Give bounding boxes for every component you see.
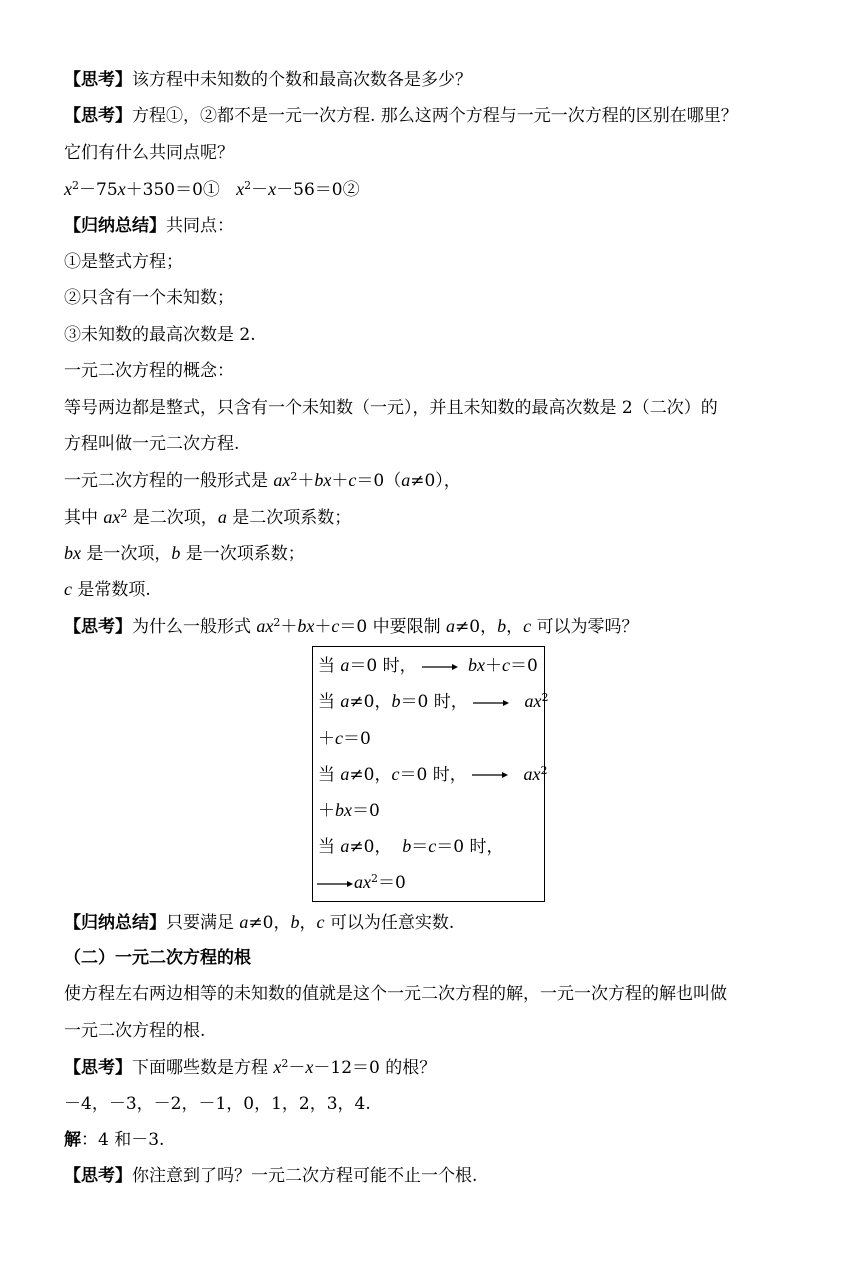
think-line-roots: 【思考】下面哪些数是方程 $x^2-x-12=0$ 的根？ xyxy=(64,1057,437,1079)
equations-line: $x^2-75x+350=0①$ $x^2-x-56=0②$ xyxy=(64,179,360,201)
case-a-zero: 当 a＝0 时， bx＋c＝0 xyxy=(318,655,538,677)
case-c-zero-result: ＋bx＝0 xyxy=(318,800,380,821)
arrow-icon xyxy=(421,662,459,672)
case-b-zero: 当 a≠0，b＝0 时， $ax^2$ xyxy=(318,691,549,713)
think-line-1: 【思考】该方程中未知数的个数和最高次数各是多少？ xyxy=(64,70,472,90)
summary-line: 【归纳总结】共同点： xyxy=(64,215,234,236)
case-b-zero-result: ＋c＝0 xyxy=(318,727,371,749)
summary-line-2: 【归纳总结】只要满足 a≠0，b，c 可以为任意实数. xyxy=(64,911,455,933)
concept-text-1: 等号两边都是整式，只含有一个未知数（一元），并且未知数的最高次数是 2（二次）的 xyxy=(64,397,718,418)
arrow-icon xyxy=(316,879,354,889)
candidate-numbers: －4，－3，－2，－1，0，1，2，3，4. xyxy=(64,1093,371,1114)
think-tag: 【思考】 xyxy=(64,106,132,127)
summary-tag: 【归纳总结】 xyxy=(64,912,166,933)
case-bc-zero-result: $ax^2=0$ xyxy=(312,864,544,900)
think-tag: 【思考】 xyxy=(64,616,132,637)
section-heading: （二）一元二次方程的根 xyxy=(64,947,251,968)
arrow-icon xyxy=(471,770,509,780)
document-page xyxy=(64,62,804,1195)
point-1: ①是整式方程； xyxy=(64,251,183,272)
case-bc-zero: 当 a≠0， b＝c＝0 时， xyxy=(318,836,504,858)
concept-text-2: 方程叫做一元二次方程. xyxy=(64,433,240,454)
cases-box xyxy=(312,646,549,901)
point-2: ②只含有一个未知数； xyxy=(64,288,234,309)
case-c-zero: 当 a≠0，c＝0 时， $ax^2$ xyxy=(318,763,548,785)
think-line-last: 【思考】你注意到了吗？一元二次方程可能不止一个根. xyxy=(64,1166,478,1187)
concept-heading: 一元二次方程的概念： xyxy=(64,361,234,382)
think-line-2: 【思考】方程①，②都不是一元一次方程. 那么这两个方程与一元一次方程的区别在哪里？ xyxy=(64,106,738,127)
constant-term-line: c 是常数项. xyxy=(64,579,151,601)
text-line-3: 它们有什么共同点呢？ xyxy=(64,142,234,163)
arrow-icon xyxy=(472,698,510,708)
quadratic-term-line: 其中 $ax^2$ 是二次项，a 是二次项系数； xyxy=(64,506,352,528)
summary-tag: 【归纳总结】 xyxy=(64,215,166,236)
solution-line: 解：4 和－3. xyxy=(64,1129,165,1150)
think-line-why: 【思考】为什么一般形式 $ax^2+bx+c=0$ 中要限制 a≠0，b，c 可以为零吗？ xyxy=(64,615,639,637)
root-text-1: 使方程左右两边相等的未知数的值就是这个一元二次方程的解，一元一次方程的解也叫做 xyxy=(64,984,727,1005)
think-tag: 【思考】 xyxy=(64,70,132,90)
solution-tag: 解 xyxy=(64,1129,81,1150)
think-tag: 【思考】 xyxy=(64,1058,132,1079)
point-3: ③未知数的最高次数是 2. xyxy=(64,324,256,345)
root-text-2: 一元二次方程的根. xyxy=(64,1020,206,1041)
general-form-line: 一元二次方程的一般形式是 $ax^2+bx+c=0(a\ne 0)$， xyxy=(64,470,461,492)
think-tag: 【思考】 xyxy=(64,1166,132,1187)
linear-term-line: bx 是一次项，b 是一次项系数； xyxy=(64,543,305,565)
